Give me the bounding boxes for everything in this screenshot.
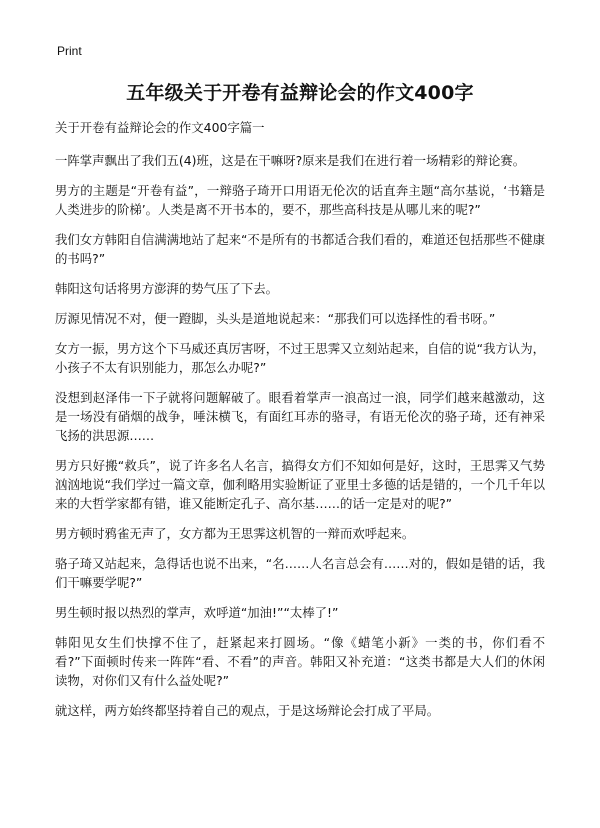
paragraph: 韩阳见女生们快撑不住了，赶紧起来打圆场。“像《蜡笔小新》一类的书，你们看不看?”下面顿时传来一阵阵“看、不看”的声音。韩阳又补充道：“这类书都是大人们的休闲读物，对你们又有什么益处呢?” (55, 635, 545, 688)
paragraph: 男生顿时报以热烈的掌声，欢呼道“加油!”“太棒了!” (55, 605, 339, 620)
article-subtitle: 关于开卷有益辩论会的作文400字篇一 (55, 120, 265, 135)
paragraph: 男方只好搬“救兵”，说了许多名人名言，搞得女方们不知如何是好，这时，王思霁又气势汹汹地说“我们学过一篇文章，伽利略用实验断证了亚里士多德的话是错的，一个几千年以来的大哲学家都有错，谁又能断定孔子、高尔基……的话一定是对的呢?” (55, 458, 545, 511)
paragraph: 就这样，两方始终都坚持着自己的观点，于是这场辩论会打成了平局。 (55, 703, 440, 718)
paragraph: 骆子琦又站起来，急得话也说不出来，“名……人名言总会有……对的，假如是错的话，我们干嘛要学呢?” (55, 556, 545, 590)
paragraph: 韩阳这句话将男方澎湃的势气压了下去。 (55, 281, 279, 296)
paragraph: 一阵掌声飘出了我们五(4)班，这是在干嘛呀?原来是我们在进行着一场精彩的辩论赛。 (55, 153, 526, 168)
paragraph: 男方顿时鸦雀无声了，女方都为王思霁这机智的一辩而欢呼起来。 (55, 526, 415, 541)
print-link[interactable]: Print (57, 44, 82, 58)
paragraph: 女方一振，男方这个下马威还真厉害呀，不过王思霁又立刻站起来，自信的说“我方认为，小孩子不太有识别能力，那怎么办呢?” (55, 341, 545, 375)
paragraph: 没想到赵泽伟一下子就将问题解破了。眼看着掌声一浪高过一浪，同学们越来越激动，这是一场没有硝烟的战争，唾沫横飞，有面红耳赤的骆寻，有语无伦次的骆子琦，还有神采飞扬的洪思源…… (55, 390, 545, 443)
page-title: 五年级关于开卷有益辩论会的作文400字 (126, 82, 474, 104)
paragraph: 厉源见情况不对，便一蹬脚，头头是道地说起来：“那我们可以选择性的看书呀。” (55, 311, 496, 326)
article-body (55, 118, 545, 731)
paragraph: 我们女方韩阳自信满满地站了起来“不是所有的书都适合我们看的，难道还包括那些不健康的书吗?” (55, 232, 545, 266)
paragraph: 男方的主题是“开卷有益”，一辩骆子琦开口用语无伦次的话直奔主题“高尔基说，‘书籍是人类进步的阶梯’。人类是离不开书本的，要不，那些高科技是从哪儿来的呢?” (55, 183, 545, 217)
